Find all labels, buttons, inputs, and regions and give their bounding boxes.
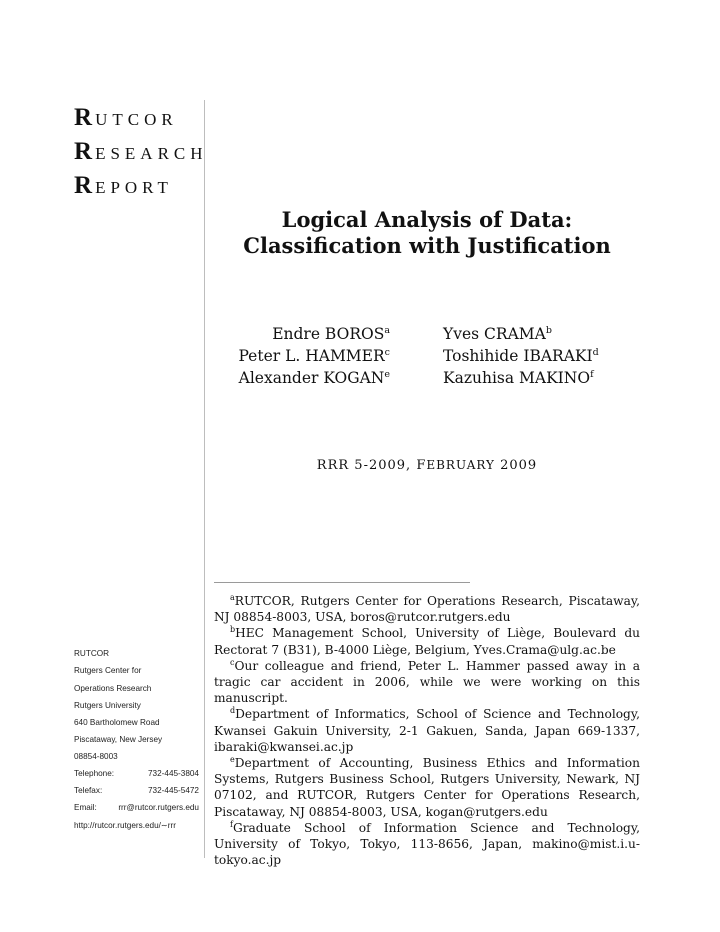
address-telefax: Telefax: 732-445-5472 <box>74 786 199 795</box>
series-name-rutcor: RUTCOR <box>74 104 178 131</box>
address-telephone: Telephone: 732-445-3804 <box>74 769 199 778</box>
address-zip: 08854-8003 <box>74 752 118 761</box>
footnote-f: $^f$Graduate School of Information Science and Technology, University of Tokyo, Tokyo, 113-8656, Japan, makino@mist.i.u-tokyo.ac.jp <box>214 819 640 868</box>
footnote-b: $^b$HEC Management School, University of Liège, Boulevard du Rectorat 7 (B31), B-4000 Liège, Belgium, Yves.Crama@ulg.ac.be <box>214 625 640 657</box>
footnote-c: $^c$Our colleague and friend, Peter L. Hammer passed away in a tragic car accident in 2006, while we were working on this manuscript. <box>214 657 640 706</box>
series-name-report: REPORT <box>74 172 173 199</box>
footnote-rule <box>214 582 470 583</box>
author-makino: Kazuhisa MAKINO$^f$ <box>443 368 594 387</box>
address-email: Email: rrr@rutcor.rutgers.edu <box>74 803 199 812</box>
footnote-d: $^d$Department of Informatics, School of Science and Technology, Kwansei Gakuin University, 2-1 Gakuen, Sanda, Japan 669-1337, ibaraki@kwansei.ac.jp <box>214 706 640 754</box>
author-kogan: Alexander KOGAN$^e$ <box>238 368 390 387</box>
footnote-a: $^a$RUTCOR, Rutgers Center for Operations Research, Piscataway, NJ 08854-8003, USA, boros@rutcor.rutgers.edu <box>214 592 640 625</box>
address-line: Piscataway, New Jersey <box>74 735 163 744</box>
address-org: RUTCOR <box>74 649 110 658</box>
series-name-research: RESEARCH <box>74 138 208 165</box>
vertical-divider <box>204 100 205 858</box>
author-boros: Endre BOROS$^a$ <box>272 324 390 343</box>
address-line: 640 Bartholomew Road <box>74 718 160 727</box>
footnotes <box>214 593 640 868</box>
title-line-1: Logical Analysis of Data: <box>281 207 573 232</box>
address-line: Rutgers University <box>74 701 141 710</box>
author-hammer: Peter L. HAMMER$^c$ <box>238 346 390 365</box>
paper-title <box>214 207 640 259</box>
report-number: RRR 5-2009, FEBRUARY 2009 <box>316 458 538 473</box>
author-crama: Yves CRAMA$^b$ <box>443 324 552 343</box>
address-line: Rutgers Center for <box>74 666 142 675</box>
author-ibaraki: Toshihide IBARAKI$^d$ <box>443 346 599 365</box>
title-line-2: Classification with Justification <box>243 233 611 258</box>
footnote-e: $^e$Department of Accounting, Business Ethics and Information Systems, Rutgers Business School, Rutgers University, Newark, NJ 07102, and RUTCOR, Rutgers Center for Operations Research, Piscataway, NJ 08854-8003, USA, kogan@rutgers.edu <box>214 754 640 819</box>
address-url: http://rutcor.rutgers.edu/∼rrr <box>74 821 176 830</box>
address-line: Operations Research <box>74 684 152 693</box>
